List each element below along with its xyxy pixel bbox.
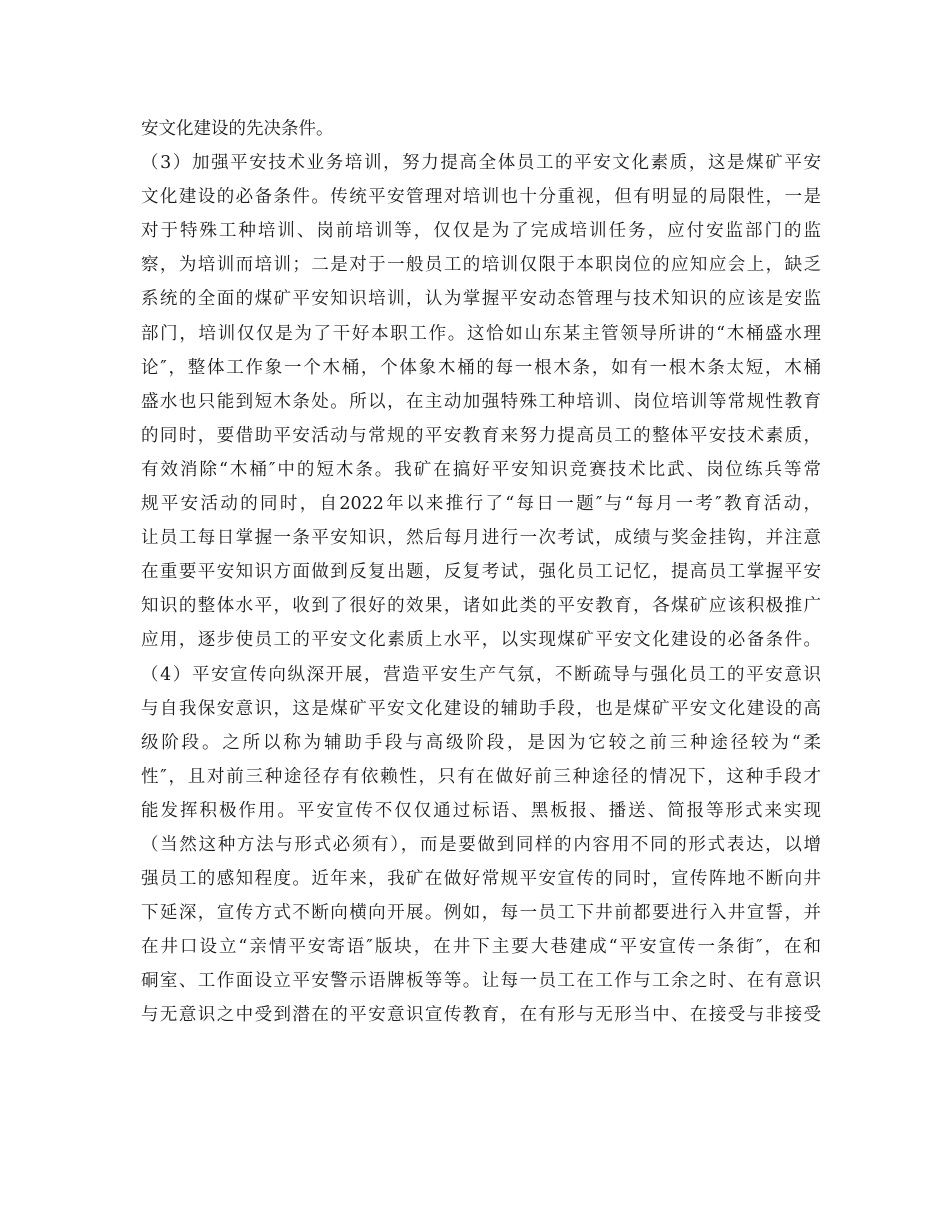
text-line: 盛水也只能到短木条处。所以，在主动加强特殊工种培训、岗位培训等常规性教育 [141,391,821,412]
text-line: 能发挥积极作用。平安宣传不仅仅通过标语、黑板报、播送、简报等形式来实现 [141,800,821,821]
text-line: 在井口设立“亲情平安寄语″版块，在井下主要大巷建成“平安宣传一条街″，在和 [141,937,821,958]
text-line: 级阶段。之所以称为辅助手段与高级阶段，是因为它较之前三种途径较为“柔 [141,732,821,753]
text-line: 察，为培训而培训；二是对于一般员工的培训仅限于本职岗位的应知应会上，缺乏 [141,255,821,276]
text-line: 硐室、工作面设立平安警示语牌板等等。让每一员工在工作与工余之时、在有意识 [141,971,821,992]
text-line: （3）加强平安技术业务培训，努力提高全体员工的平安文化素质，这是煤矿平安 [141,153,821,174]
text-line: 让员工每日掌握一条平安知识，然后每月进行一次考试，成绩与奖金挂钩，并注意 [141,528,821,549]
text-line: 有效消除“木桶″中的短木条。我矿在搞好平安知识竞赛技术比武、岗位练兵等常 [141,459,821,480]
text-line: 强员工的感知程度。近年来，我矿在做好常规平安宣传的同时，宣传阵地不断向井 [141,869,821,890]
text-line: 性″，且对前三种途径存有依赖性，只有在做好前三种途径的情况下，这种手段才 [141,766,821,787]
text-line: 知识的整体水平，收到了很好的效果，诸如此类的平安教育，各煤矿应该积极推广 [141,596,821,617]
text-line: （4）平安宣传向纵深开展，营造平安生产气氛，不断疏导与强化员工的平安意识 [141,664,821,685]
text-line: 对于特殊工种培训、岗前培训等，仅仅是为了完成培训任务，应付安监部门的监 [141,221,821,242]
text-line: 与无意识之中受到潜在的平安意识宣传教育，在有形与无形当中、在接受与非接受 [141,1005,821,1026]
text-line: 应用，逐步使员工的平安文化素质上水平，以实现煤矿平安文化建设的必备条件。 [141,630,821,651]
text-line: 下延深，宣传方式不断向横向开展。例如，每一员工下井前都要进行入井宣誓，并 [141,903,821,924]
text-line: 在重要平安知识方面做到反复出题，反复考试，强化员工记忆，提高员工掌握平安 [141,562,821,583]
document-body [141,112,821,1033]
text-line: 规平安活动的同时，自2022年以来推行了“每日一题″与“每月一考″教育活动， [141,494,821,515]
text-line: 的同时，要借助平安活动与常规的平安教育来努力提高员工的整体平安技术素质， [141,425,821,446]
text-line: 系统的全面的煤矿平安知识培训，认为掌握平安动态管理与技术知识的应该是安监 [141,289,821,310]
text-line: 部门，培训仅仅是为了干好本职工作。这恰如山东某主管领导所讲的“木桶盛水理 [141,323,821,344]
text-line: 与自我保安意识，这是煤矿平安文化建设的辅助手段，也是煤矿平安文化建设的高 [141,698,821,719]
text-line: 论″，整体工作象一个木桶，个体象木桶的每一根木条，如有一根木条太短，木桶 [141,357,821,378]
text-line: （当然这种方法与形式必须有），而是要做到同样的内容用不同的形式表达，以增 [141,834,821,855]
text-line: 安文化建设的先决条件。 [141,119,334,139]
text-line: 文化建设的必备条件。传统平安管理对培训也十分重视，但有明显的局限性，一是 [141,187,821,208]
